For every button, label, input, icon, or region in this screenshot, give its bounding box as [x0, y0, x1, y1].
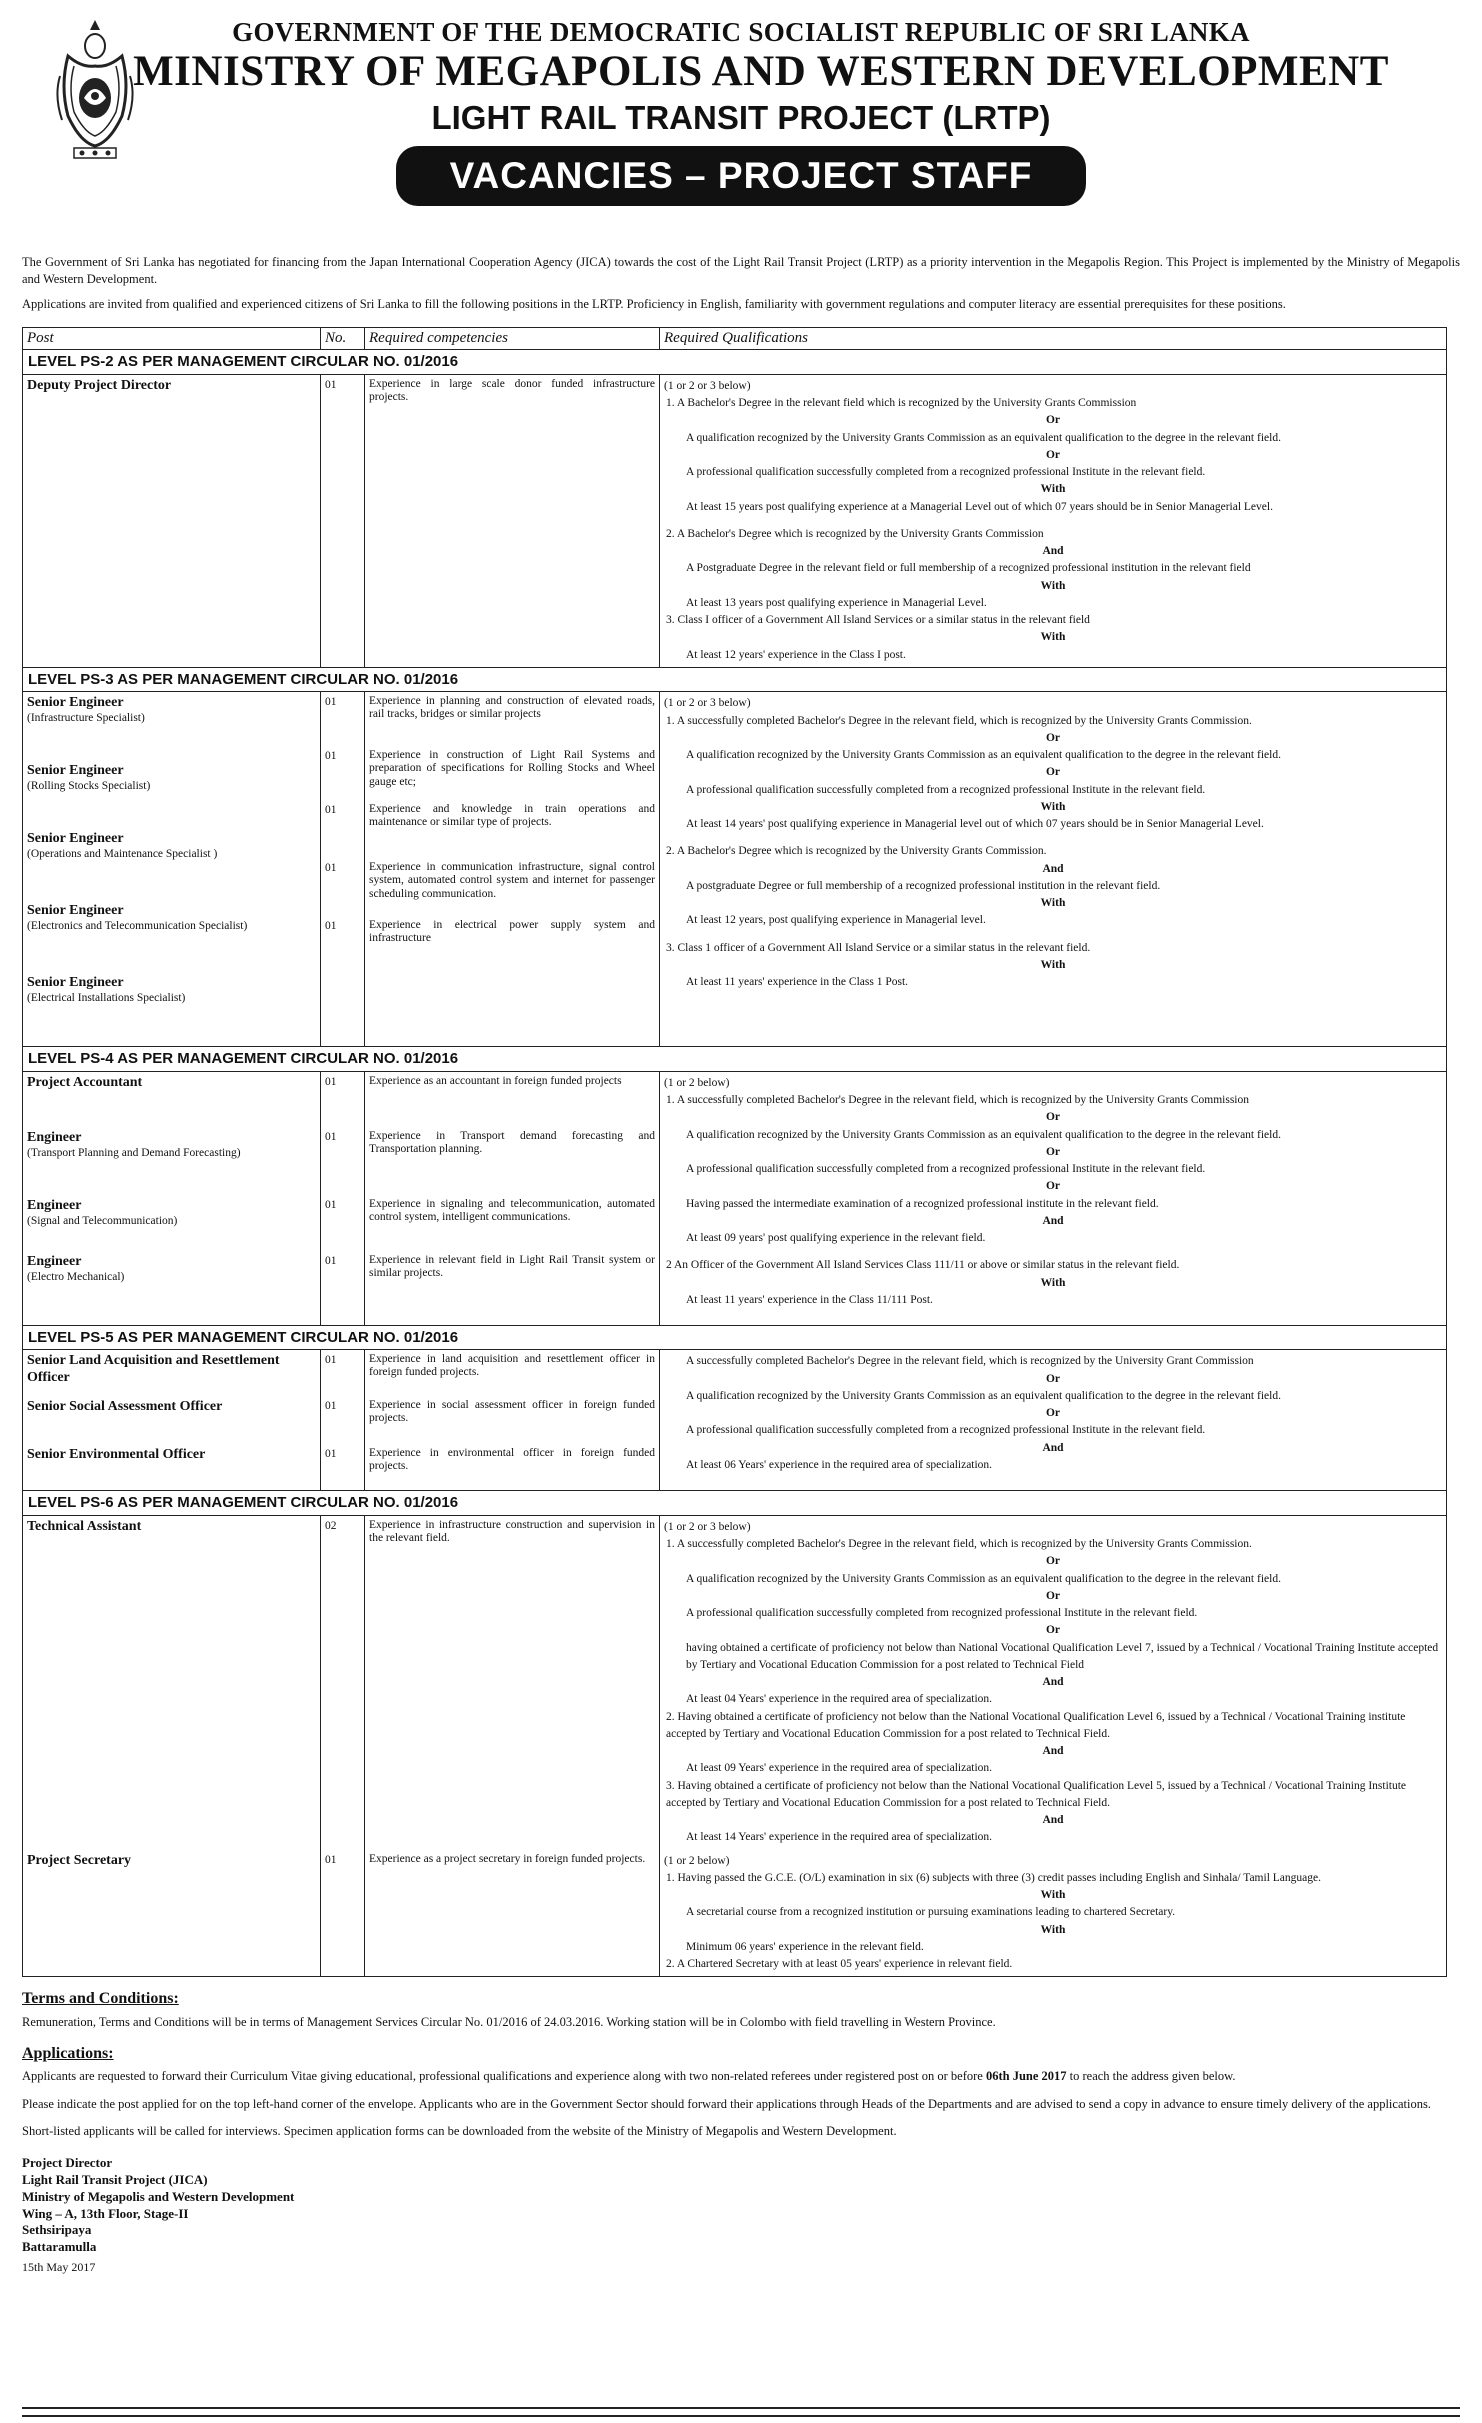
header-qualifications: Required Qualifications	[660, 327, 1447, 350]
post-item: Project Accountant	[27, 1074, 143, 1090]
vacancies-table	[22, 327, 1447, 1978]
ps6-qualifications-b: (1 or 2 below) 1. Having passed the G.C.E. (O/L) examination in six (6) subjects with three (3) credit passes including English and Sinhala/ Tamil Language. With A secretarial course from a recognized institution or pursuing examinations leading to chartered Secretary. With Minimum 06 years' experience in the relevant field. 2. A Chartered Secretary with at least 05 years' experience in relevant field.	[660, 1850, 1447, 1977]
level-ps2-row: LEVEL PS-2 AS PER MANAGEMENT CIRCULAR NO. 01/2016	[23, 350, 1447, 375]
applications-paragraph-3: Short-listed applicants will be called for interviews. Specimen application forms can be downloaded from the website of the Ministry of Megapolis and Western Development.	[22, 2124, 897, 2139]
terms-text: Remuneration, Terms and Conditions will be in terms of Management Services Circular No. 01/2016 of 24.03.2016. Working station will be in Colombo with field travelling in Western Province.	[22, 2015, 996, 2030]
post-item: Senior Engineer (Rolling Stocks Specialist)	[27, 763, 151, 793]
ps3-posts	[23, 692, 321, 1047]
level-ps3-row: LEVEL PS-3 AS PER MANAGEMENT CIRCULAR NO. 01/2016	[23, 667, 1447, 692]
level-ps5-group	[23, 1350, 1447, 1491]
level-ps2-group	[23, 374, 1447, 667]
ps3-numbers: 01 01 01 01 01	[321, 692, 365, 1047]
post-item: Senior Engineer (Electronics and Telecommunication Specialist)	[27, 903, 248, 933]
ministry-title: MINISTRY OF MEGAPOLIS AND WESTERN DEVELOPMENT	[133, 47, 1389, 95]
level-ps3-group	[23, 692, 1447, 1047]
header-competencies: Required competencies	[365, 327, 660, 350]
level-ps6-group-b	[23, 1850, 1447, 1977]
level-ps5-row: LEVEL PS-5 AS PER MANAGEMENT CIRCULAR NO. 01/2016	[23, 1325, 1447, 1350]
national-emblem-icon	[50, 16, 140, 166]
level-ps6-group-a	[23, 1515, 1447, 1849]
post-item: Engineer (Transport Planning and Demand Forecasting)	[27, 1129, 241, 1159]
vacancies-banner: VACANCIES – PROJECT STAFF	[396, 146, 1087, 206]
terms-section	[22, 1989, 1460, 2031]
header	[22, 12, 1460, 240]
post-item: Engineer (Electro Mechanical)	[27, 1253, 125, 1283]
intro-paragraph-1: The Government of Sri Lanka has negotiated for financing from the Japan International Cooperation Agency (JICA) towards the cost of the Light Rail Transit Project (LRTP) as a priority intervention in the Megapolis Region. This Project is implemented by the Ministry of Megapolis and Western Development.	[22, 255, 1460, 287]
ps2-posts	[23, 374, 321, 667]
terms-heading: Terms and Conditions:	[22, 1990, 179, 2008]
bottom-border	[22, 2407, 1460, 2417]
intro-paragraph-2: Applications are invited from qualified and experienced citizens of Sri Lanka to fill the following positions in the LRTP. Proficiency in English, familiarity with government regulations and computer literacy are essential prerequisites for these positions.	[22, 296, 1286, 311]
ps4-numbers: 01 01 01 01	[321, 1071, 365, 1325]
ps4-competencies: Experience as an accountant in foreign funded projects Experience in Transport demand forecasting and Transportation planning. Experience in signaling and telecommunication, automated control system, intelligent communications. Experience in relevant field in Light Rail Transit system or similar projects.	[365, 1071, 660, 1325]
table-header-row	[23, 327, 1447, 350]
header-post: Post	[23, 327, 321, 350]
closing-date: 06th June 2017	[985, 2069, 1067, 2084]
ps6-competencies-b: Experience as a project secretary in foreign funded projects.	[365, 1850, 660, 1977]
post-item: Engineer (Signal and Telecommunication)	[27, 1197, 178, 1227]
post-item: Deputy Project Director	[27, 377, 172, 393]
introduction	[22, 254, 1460, 313]
ps6-posts-b	[23, 1850, 321, 1977]
level-ps4-group	[23, 1071, 1447, 1325]
ps2-qualifications: (1 or 2 or 3 below) 1. A Bachelor's Degree in the relevant field which is recognized by the University Grants Commission Or A qualification recognized by the University Grants Commission as an equivalent qualification to the degree in the relevant field. Or A professional qualification successfully completed from a recognized professional Institute in the relevant field. With At least 15 years post qualifying experience at a Managerial Level out of which 07 years should be in Senior Managerial Level. 2. A Bachelor's Degree which is recognized by the University Grants Commission And A Postgraduate Degree in the relevant field or full membership of a recognized professional institution in the relevant field With At least 13 years post qualifying experience in Managerial Level. 3. Class I officer of a Government All Island Services or a similar status in the relevant field With At least 12 years' experience in the Class I post.	[660, 374, 1447, 667]
ps4-posts	[23, 1071, 321, 1325]
ps3-competencies: Experience in planning and construction of elevated roads, rail tracks, bridges or similar projects Experience in construction of Light Rail Systems and preparation of specifications for Rolling Stocks and Wheel gauge etc; Experience and knowledge in train operations and maintenance or similar type of projects. Experience in communication infrastructure, signal control system, automated control system and internet for passenger scheduling communication. Experience in electrical power supply system and infrastructure	[365, 692, 660, 1047]
post-item: Senior Engineer (Operations and Maintenance Specialist )	[27, 831, 218, 861]
applications-paragraph-2: Please indicate the post applied for on the top left-hand corner of the envelope. Applicants who are in the Government Sector should forward their applications through Heads of the Departments and are advised to send a copy in advance to ensure timely delivery of the applications.	[22, 2096, 1431, 2111]
ps2-competencies: Experience in large scale donor funded infrastructure projects.	[365, 374, 660, 667]
postal-address: Project Director Light Rail Transit Project (JICA) Ministry of Megapolis and Western Development Wing – A, 13th Floor, Stage-II Sethsiripaya Battaramulla	[22, 2154, 295, 2255]
post-item: Senior Land Acquisition and Resettlement Officer	[27, 1353, 280, 1386]
level-ps6-row: LEVEL PS-6 AS PER MANAGEMENT CIRCULAR NO. 01/2016	[23, 1491, 1447, 1516]
post-item: Senior Environmental Officer	[27, 1447, 206, 1463]
ps5-posts	[23, 1350, 321, 1491]
project-title: LIGHT RAIL TRANSIT PROJECT (LRTP)	[431, 98, 1051, 136]
post-item: Project Secretary	[27, 1852, 132, 1868]
ps5-competencies: Experience in land acquisition and resettlement officer in foreign funded projects. Experience in social assessment officer in foreign funded projects. Experience in environmental officer in foreign funded projects.	[365, 1350, 660, 1491]
post-item: Senior Engineer (Electrical Installations Specialist)	[27, 975, 186, 1005]
post-item: Senior Social Assessment Officer	[27, 1399, 223, 1415]
header-no: No.	[321, 327, 365, 350]
ps3-qualifications: (1 or 2 or 3 below) 1. A successfully completed Bachelor's Degree in the relevant field, which is recognized by the University Grants Commission. Or A qualification recognized by the University Grants Commission as an equivalent qualification to the degree in the relevant field. Or A professional qualification successfully completed from a recognized professional Institute in the relevant field. With At least 14 years' post qualifying experience in Managerial level out of which 07 years should be in Senior Managerial Level. 2. A Bachelor's Degree which is recognized by the University Grants Commission. And A postgraduate Degree or full membership of a recognized professional institution in the relevant field. With At least 12 years, post qualifying experience in Managerial level. 3. Class 1 officer of a Government All Island Service or a similar status in the relevant field. With At least 11 years' experience in the Class 1 Post.	[660, 692, 1447, 1047]
ps4-qualifications: (1 or 2 below) 1. A successfully completed Bachelor's Degree in the relevant field, which is recognized by the University Grants Commission Or A qualification recognized by the University Grants Commission as an equivalent qualification to the degree in the relevant field. Or A professional qualification successfully completed from a recognized professional Institute in the relevant field. Or Having passed the intermediate examination of a recognized professional institute in the relevant field. And At least 09 years' post qualifying experience in the relevant field. 2 An Officer of the Government All Island Services Class 111/11 or above or similar status in the relevant field. With At least 11 years' experience in the Class 11/111 Post.	[660, 1071, 1447, 1325]
applications-section	[22, 2044, 1460, 2141]
ps6-numbers-a: 02	[321, 1515, 365, 1849]
ps6-qualifications-a: (1 or 2 or 3 below) 1. A successfully completed Bachelor's Degree in the relevant field, which is recognized by the University Grants Commission. Or A qualification recognized by the University Grants Commission as an equivalent qualification to the degree in the relevant field. Or A professional qualification successfully completed from recognized professional Institute in the relevant field. Or having obtained a certificate of proficiency not below than National Vocational Qualification Level 7, issued by a Technical / Vocational Training Institute accepted by Tertiary and Vocational Education Commission for a post related to Technical Field And At least 04 Years' experience in the required area of specialization. 2. Having obtained a certificate of proficiency not below than the National Vocational Qualification Level 6, issued by a Technical / Vocational Training institute accepted by Tertiary and Vocational Education Commission for a post related to Technical Field. And At least 09 Years' experience in the required area of specialization. 3. Having obtained a certificate of proficiency not below than the National Vocational Qualification Level 5, issued by a Technical / Vocational Training Institute accepted by Tertiary and Vocational Education Commission for a post related to Technical Field. And At least 14 Years' experience in the required area of specialization.	[660, 1515, 1447, 1849]
post-item: Technical Assistant	[27, 1518, 142, 1534]
publication-date: 15th May 2017	[22, 2260, 96, 2275]
applications-heading: Applications:	[22, 2044, 114, 2062]
ps6-competencies-a: Experience in infrastructure construction and supervision in the relevant field.	[365, 1515, 660, 1849]
post-item: Senior Engineer (Infrastructure Specialist)	[27, 695, 145, 725]
ps2-numbers: 01	[321, 374, 365, 667]
level-ps4-row: LEVEL PS-4 AS PER MANAGEMENT CIRCULAR NO. 01/2016	[23, 1047, 1447, 1072]
applications-paragraph-1: Applicants are requested to forward their Curriculum Vitae giving educational, professional qualifications and experience along with two non-related referees under registered post on or before 06th June 2017 to reach the address given below.	[22, 2069, 1236, 2084]
ps5-numbers: 01 01 01	[321, 1350, 365, 1491]
ps6-numbers-b: 01	[321, 1850, 365, 1977]
government-title: GOVERNMENT OF THE DEMOCRATIC SOCIALIST REPUBLIC OF SRI LANKA	[232, 17, 1250, 47]
ps6-posts-a	[23, 1515, 321, 1849]
ps5-qualifications: A successfully completed Bachelor's Degree in the relevant field, which is recognized by the University Grant Commission Or A qualification recognized by the University Grants Commission as an equivalent qualification to the degree in the relevant field. Or A professional qualification successfully completed from a recognized professional Institute in the relevant field. And At least 06 Years' experience in the required area of specialization.	[660, 1350, 1447, 1491]
